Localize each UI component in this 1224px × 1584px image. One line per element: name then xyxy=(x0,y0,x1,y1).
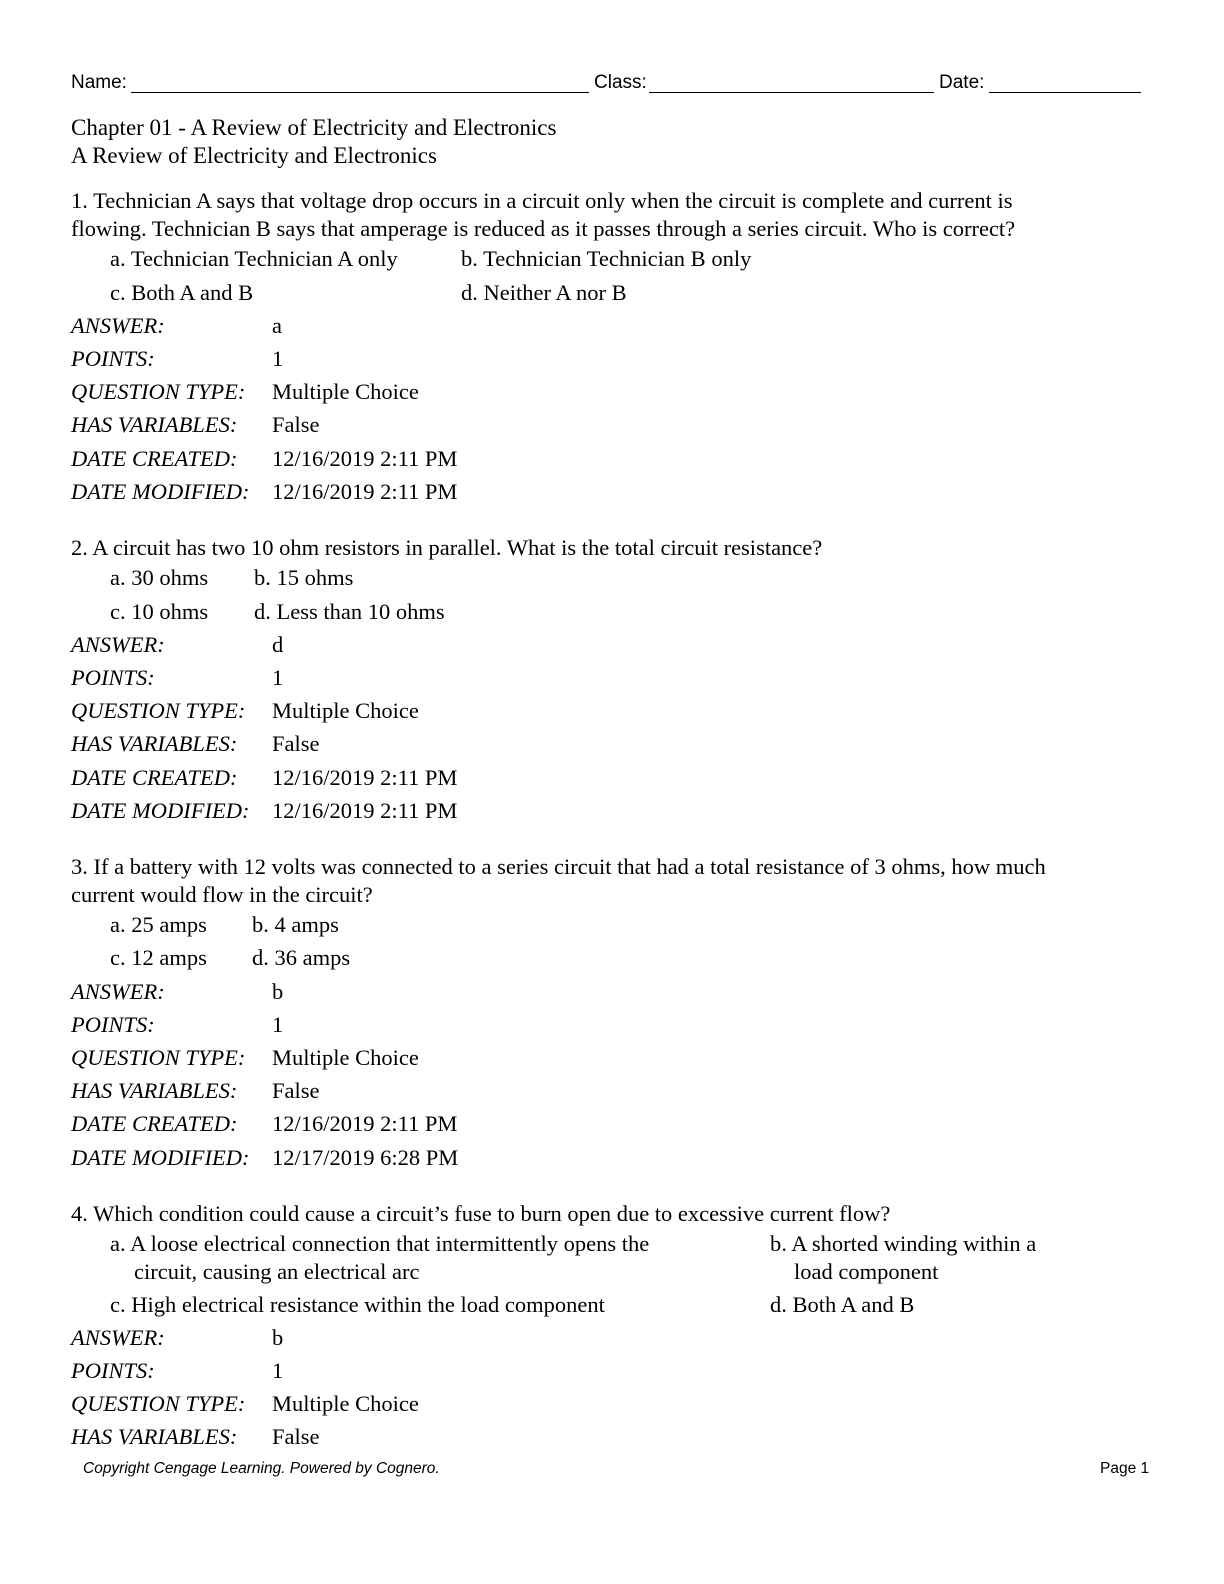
name-blank-line xyxy=(131,92,589,93)
answer-label: ANSWER: xyxy=(71,632,165,657)
question-4-choice-d: d. Both A and B xyxy=(770,1292,915,1317)
question-3-points: 1 xyxy=(272,1012,284,1037)
question-2-date-created: 12/16/2019 2:11 PM xyxy=(272,765,458,790)
question-4-choice-a-line1: a. A loose electrical connection that intermittently opens the xyxy=(110,1231,650,1256)
has-variables-label: HAS VARIABLES: xyxy=(71,1424,238,1449)
question-4-choice-c: c. High electrical resistance within the load component xyxy=(110,1292,605,1317)
question-3-date-created: 12/16/2019 2:11 PM xyxy=(272,1111,458,1136)
question-1-choice-c: c. Both A and B xyxy=(110,280,254,305)
question-1-choice-a: a. Technician Technician A only xyxy=(110,246,398,271)
footer-page-number: Page 1 xyxy=(1100,1460,1150,1477)
date-modified-label: DATE MODIFIED: xyxy=(71,479,250,504)
date-modified-label: DATE MODIFIED: xyxy=(71,798,250,823)
date-created-label: DATE CREATED: xyxy=(71,1111,238,1136)
question-1-text-line2: flowing. Technician B says that amperage is reduced as it passes through a series circuit. Who is correct? xyxy=(71,216,1016,241)
question-3-date-modified: 12/17/2019 6:28 PM xyxy=(272,1145,459,1170)
question-2-date-modified: 12/16/2019 2:11 PM xyxy=(272,798,458,823)
question-3-choice-b: b. 4 amps xyxy=(252,912,339,937)
question-3-has-variables: False xyxy=(272,1078,320,1103)
question-1-answer: a xyxy=(272,313,282,338)
question-1-choice-b: b. Technician Technician B only xyxy=(461,246,752,271)
date-created-label: DATE CREATED: xyxy=(71,765,238,790)
chapter-title: Chapter 01 - A Review of Electricity and Electronics xyxy=(71,115,557,140)
question-3-type: Multiple Choice xyxy=(272,1045,419,1070)
question-4-type: Multiple Choice xyxy=(272,1391,419,1416)
question-1-date-modified: 12/16/2019 2:11 PM xyxy=(272,479,458,504)
class-label: Class: xyxy=(594,72,647,93)
chapter-subtitle: A Review of Electricity and Electronics xyxy=(71,143,437,168)
question-1-points: 1 xyxy=(272,346,284,371)
question-type-label: QUESTION TYPE: xyxy=(71,698,246,723)
question-4-choice-b-line2: load component xyxy=(794,1259,939,1284)
question-2-points: 1 xyxy=(272,665,284,690)
question-3-choice-c: c. 12 amps xyxy=(110,945,207,970)
question-3-text-line2: current would flow in the circuit? xyxy=(71,882,373,907)
question-1-date-created: 12/16/2019 2:11 PM xyxy=(272,446,458,471)
question-2-text-line1: 2. A circuit has two 10 ohm resistors in parallel. What is the total circuit resistance? xyxy=(71,535,823,560)
name-label: Name: xyxy=(71,72,127,93)
footer-copyright: Copyright Cengage Learning. Powered by Cognero. xyxy=(83,1460,440,1477)
question-2-type: Multiple Choice xyxy=(272,698,419,723)
answer-label: ANSWER: xyxy=(71,313,165,338)
question-3-answer: b xyxy=(272,979,284,1004)
question-2-choice-b: b. 15 ohms xyxy=(254,565,354,590)
date-label: Date: xyxy=(939,72,985,93)
question-4-text-line1: 4. Which condition could cause a circuit’s fuse to burn open due to excessive current flow? xyxy=(71,1201,891,1226)
has-variables-label: HAS VARIABLES: xyxy=(71,731,238,756)
question-4-has-variables: False xyxy=(272,1424,320,1449)
question-4-points: 1 xyxy=(272,1358,284,1383)
question-2-choice-d: d. Less than 10 ohms xyxy=(254,599,445,624)
class-blank-line xyxy=(649,92,934,93)
question-1-has-variables: False xyxy=(272,412,320,437)
question-3-choice-a: a. 25 amps xyxy=(110,912,207,937)
date-modified-label: DATE MODIFIED: xyxy=(71,1145,250,1170)
question-3-text-line1: 3. If a battery with 12 volts was connected to a series circuit that had a total resistance of 3 ohms, how much xyxy=(71,854,1046,879)
question-1-type: Multiple Choice xyxy=(272,379,419,404)
question-1-choice-d: d. Neither A nor B xyxy=(461,280,627,305)
points-label: POINTS: xyxy=(71,1358,155,1383)
question-2-has-variables: False xyxy=(272,731,320,756)
question-4-choice-a xyxy=(110,1230,649,1286)
question-type-label: QUESTION TYPE: xyxy=(71,1045,246,1070)
points-label: POINTS: xyxy=(71,665,155,690)
answer-label: ANSWER: xyxy=(71,979,165,1004)
question-2-choice-c: c. 10 ohms xyxy=(110,599,209,624)
points-label: POINTS: xyxy=(71,1012,155,1037)
student-info-header xyxy=(71,72,1141,96)
date-created-label: DATE CREATED: xyxy=(71,446,238,471)
question-type-label: QUESTION TYPE: xyxy=(71,379,246,404)
question-4-choice-b xyxy=(770,1230,1036,1286)
question-1-text-line1: 1. Technician A says that voltage drop occurs in a circuit only when the circuit is complete and current is xyxy=(71,188,1013,213)
has-variables-label: HAS VARIABLES: xyxy=(71,412,238,437)
question-2-choice-a: a. 30 ohms xyxy=(110,565,209,590)
question-4-answer: b xyxy=(272,1325,284,1350)
answer-label: ANSWER: xyxy=(71,1325,165,1350)
question-2-answer: d xyxy=(272,632,284,657)
question-4-choice-a-line2: circuit, causing an electrical arc xyxy=(134,1259,420,1284)
points-label: POINTS: xyxy=(71,346,155,371)
date-blank-line xyxy=(989,92,1141,93)
has-variables-label: HAS VARIABLES: xyxy=(71,1078,238,1103)
question-type-label: QUESTION TYPE: xyxy=(71,1391,246,1416)
question-4-choice-b-line1: b. A shorted winding within a xyxy=(770,1231,1037,1256)
question-3-choice-d: d. 36 amps xyxy=(252,945,351,970)
